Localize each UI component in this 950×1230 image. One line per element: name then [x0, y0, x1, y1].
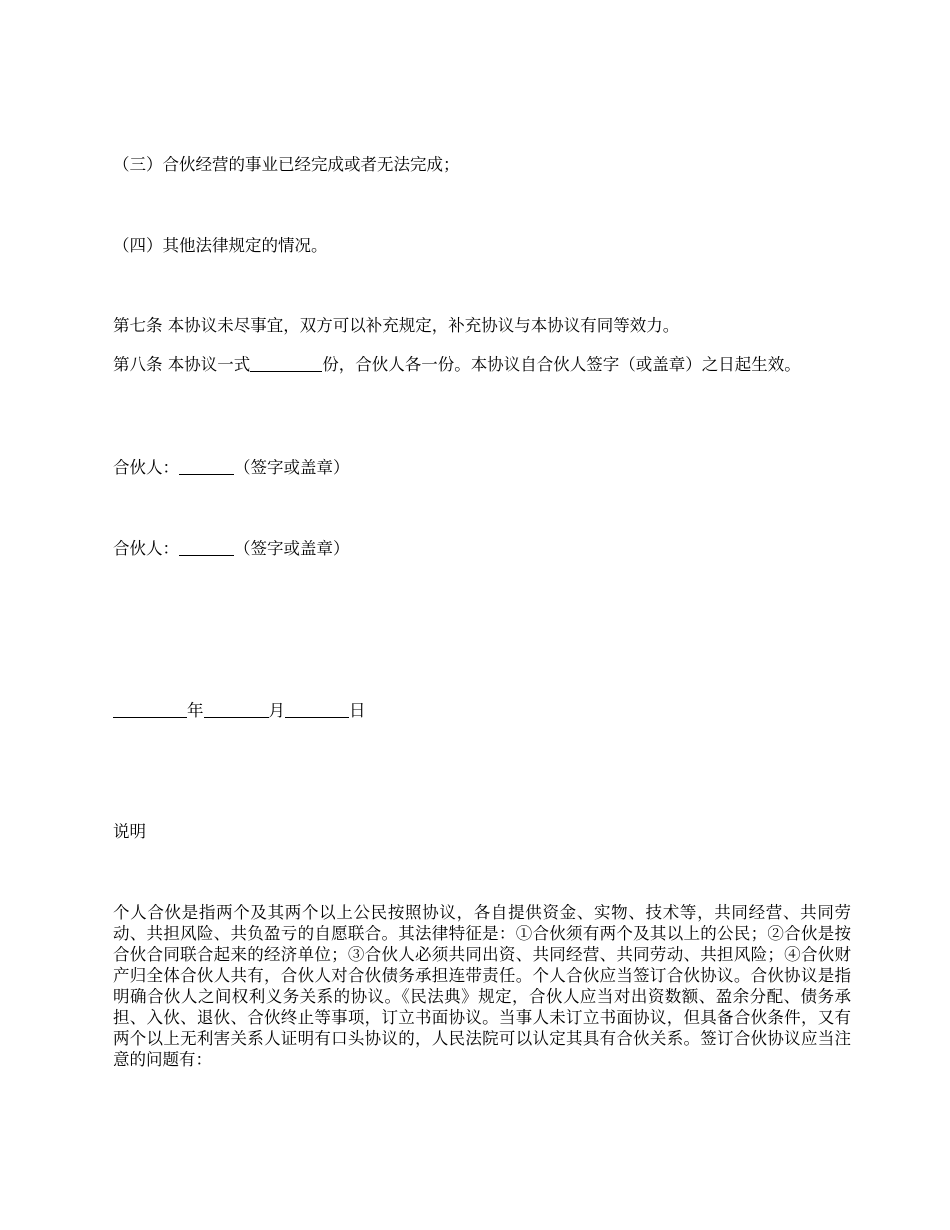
article-7: 第七条 本协议未尽事宜，双方可以补充规定，补充协议与本协议有同等效力。 [113, 316, 680, 335]
signature-blank[interactable] [179, 458, 234, 475]
clause-item-3: （三）合伙经营的事业已经完成或者无法完成； [113, 155, 460, 174]
date-line [113, 700, 843, 721]
day-label: 日 [349, 701, 366, 720]
signature-label: 合伙人： [113, 458, 179, 477]
signature-line-2 [113, 538, 843, 559]
year-blank[interactable] [113, 701, 187, 718]
signature-blank[interactable] [179, 539, 234, 556]
article-8 [113, 354, 838, 375]
article-8-suffix: 份，合伙人各一份。本协议自合伙人签字（或盖章）之日起生效。 [322, 355, 801, 374]
signature-note: （签字或盖章） [234, 539, 350, 558]
year-label: 年 [187, 701, 204, 720]
signature-line-1 [113, 457, 843, 478]
clause-item-4: （四）其他法律规定的情况。 [113, 236, 328, 255]
notes-body: 个人合伙是指两个及其两个以上公民按照协议，各自提供资金、实物、技术等，共同经营、共同劳动、共担风险、共负盈亏的自愿联合。其法律特征是：①合伙须有两个及其以上的公民；②合伙是按合伙合同联合起来的经济单位；③合伙人必须共同出资、共同经营、共同劳动、共担风险；④合伙财产归全体合伙人共有，合伙人对合伙债务承担连带责任。个人合伙应当签订合伙协议。合伙协议是指明确合伙人之间权利义务关系的协议。《民法典》规定，合伙人应当对出资数额、盈余分配、债务承担、入伙、退伙、合伙终止等事项，订立书面协议。当事人未订立书面协议，但具备合伙条件，又有两个以上无利害关系人证明有口头协议的，人民法院可以认定其具有合伙关系。签订合伙协议应当注意的问题有： [113, 903, 851, 1069]
signature-label: 合伙人： [113, 539, 179, 558]
day-blank[interactable] [285, 701, 349, 718]
month-label: 月 [268, 701, 285, 720]
article-8-prefix: 第八条 本协议一式 [113, 355, 251, 374]
signature-note: （签字或盖章） [234, 458, 350, 477]
copies-blank[interactable] [250, 355, 322, 372]
month-blank[interactable] [204, 701, 269, 718]
notes-title: 说明 [113, 822, 146, 841]
